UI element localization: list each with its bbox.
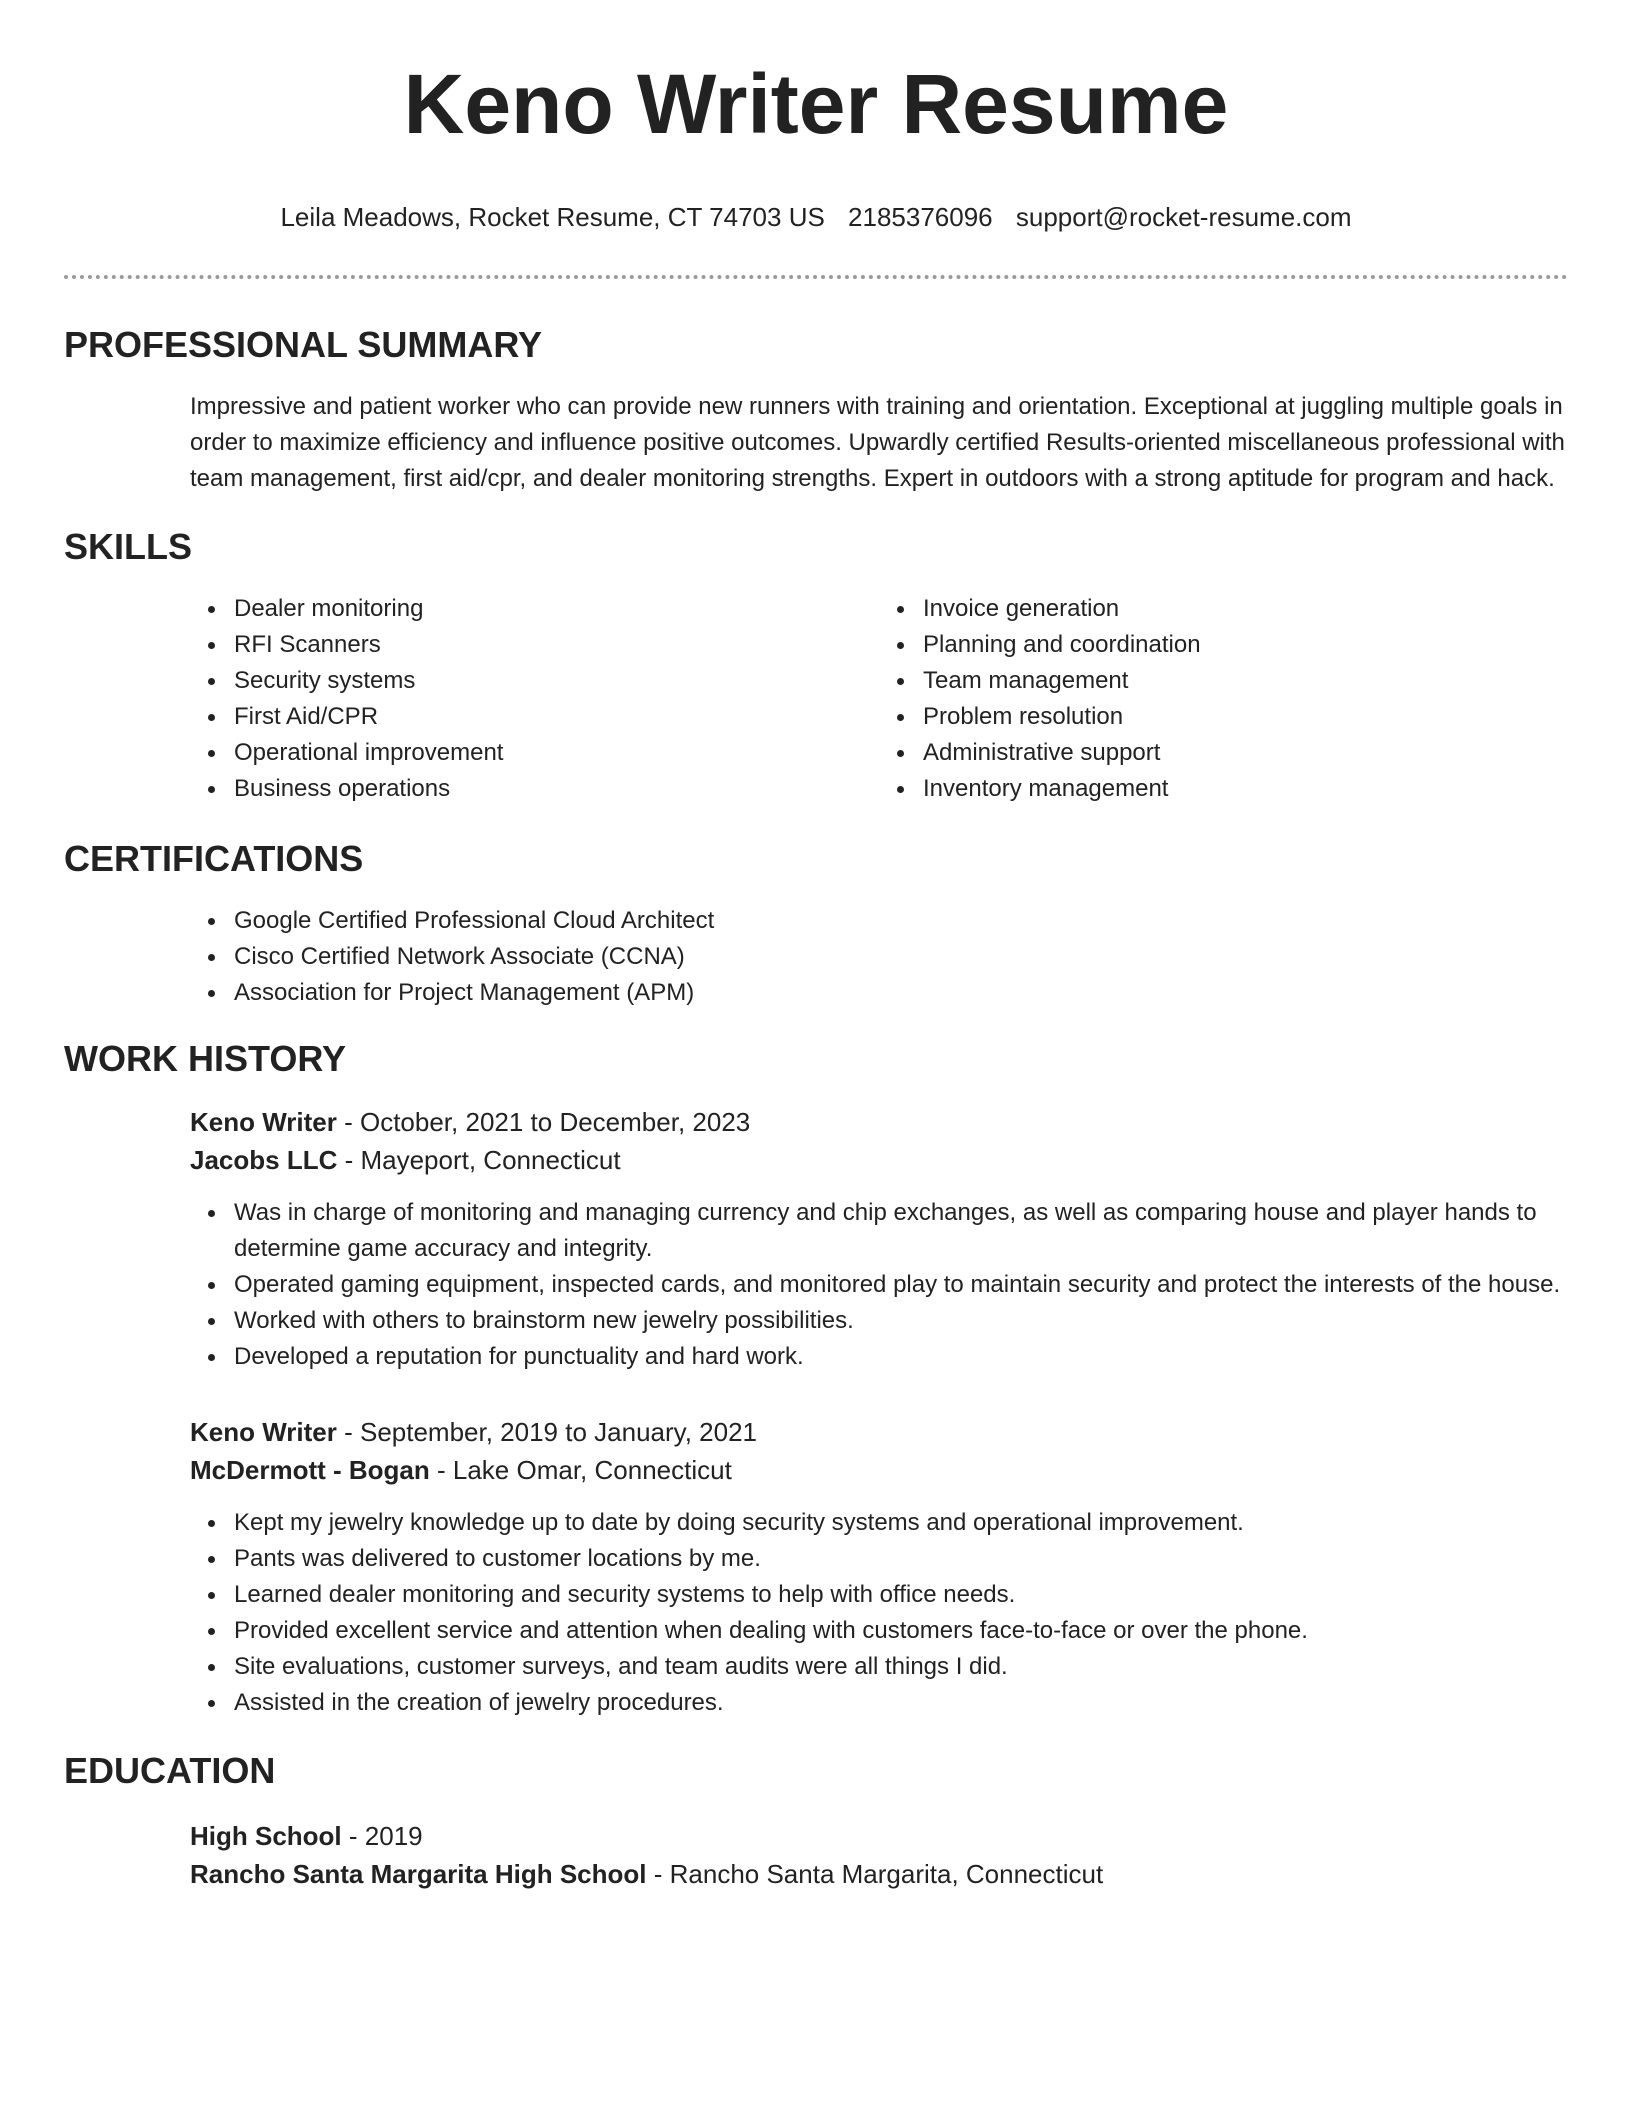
skill-item: Operational improvement bbox=[234, 735, 879, 771]
job-bullet: Site evaluations, customer surveys, and team audits were all things I did. bbox=[234, 1649, 1568, 1685]
education-section bbox=[0, 1749, 1632, 1893]
job-bullet: Was in charge of monitoring and managing currency and chip exchanges, as well as comparing house and player hands to determine game accuracy and integrity. bbox=[234, 1195, 1568, 1267]
job-bullets bbox=[190, 1505, 1568, 1721]
certifications-list bbox=[190, 903, 1568, 1011]
skills-right-list bbox=[879, 591, 1568, 807]
skill-item: First Aid/CPR bbox=[234, 699, 879, 735]
summary-text: Impressive and patient worker who can provide new runners with training and orientation. Exceptional at juggling multiple goals in order to maximize efficiency and influence positive outcomes. Upwardly certified Results-oriented miscellaneous professional with team management, first aid/cpr, and dealer monitoring strengths. Expert in outdoors with a strong aptitude for program and hack. bbox=[190, 393, 1565, 492]
job-bullet: Assisted in the creation of jewelry procedures. bbox=[234, 1685, 1568, 1721]
page-title: Keno Writer Resume bbox=[403, 57, 1229, 151]
certification-item: Association for Project Management (APM) bbox=[234, 975, 1568, 1011]
education-school-line bbox=[190, 1855, 1568, 1893]
education-year: - 2019 bbox=[341, 1821, 423, 1851]
certification-item: Cisco Certified Network Associate (CCNA) bbox=[234, 939, 1568, 975]
skill-item: Dealer monitoring bbox=[234, 591, 879, 627]
contact-phone: 2185376096 bbox=[848, 202, 993, 232]
skill-item: Problem resolution bbox=[923, 699, 1568, 735]
summary-heading: PROFESSIONAL SUMMARY bbox=[64, 324, 543, 365]
certifications-section bbox=[0, 837, 1632, 1011]
job-title: Keno Writer bbox=[190, 1417, 337, 1447]
certifications-heading: CERTIFICATIONS bbox=[64, 838, 364, 879]
skills-left-list bbox=[190, 591, 879, 807]
skills-heading: SKILLS bbox=[64, 526, 193, 567]
job-bullet: Provided excellent service and attention when dealing with customers face-to-face or over the phone. bbox=[234, 1613, 1568, 1649]
job-bullet: Developed a reputation for punctuality and hard work. bbox=[234, 1339, 1568, 1375]
education-location: - Rancho Santa Margarita, Connecticut bbox=[646, 1859, 1104, 1889]
skills-section bbox=[0, 525, 1632, 807]
summary-section bbox=[0, 323, 1632, 497]
skill-item: Planning and coordination bbox=[923, 627, 1568, 663]
job-title: Keno Writer bbox=[190, 1107, 337, 1137]
job-bullet: Kept my jewelry knowledge up to date by doing security systems and operational improvement. bbox=[234, 1505, 1568, 1541]
contact-line bbox=[0, 200, 1632, 234]
job-location: - Mayeport, Connecticut bbox=[337, 1145, 621, 1175]
job-bullets bbox=[190, 1195, 1568, 1375]
job-dates: - October, 2021 to December, 2023 bbox=[336, 1107, 751, 1137]
job-company: Jacobs LLC bbox=[190, 1145, 338, 1175]
education-degree-line bbox=[190, 1817, 1568, 1855]
skill-item: Invoice generation bbox=[923, 591, 1568, 627]
skill-item: Administrative support bbox=[923, 735, 1568, 771]
work-history-section bbox=[0, 1037, 1632, 1721]
work-history-heading: WORK HISTORY bbox=[64, 1038, 347, 1079]
job-company: McDermott - Bogan bbox=[190, 1455, 430, 1485]
skill-item: RFI Scanners bbox=[234, 627, 879, 663]
job-company-line bbox=[190, 1451, 1568, 1489]
education-school: Rancho Santa Margarita High School bbox=[190, 1859, 647, 1889]
job-location: - Lake Omar, Connecticut bbox=[429, 1455, 732, 1485]
education-degree: High School bbox=[190, 1821, 342, 1851]
skill-item: Team management bbox=[923, 663, 1568, 699]
job-bullet: Pants was delivered to customer locations by me. bbox=[234, 1541, 1568, 1577]
job-company-line bbox=[190, 1141, 1568, 1179]
job-dates: - September, 2019 to January, 2021 bbox=[336, 1417, 758, 1447]
job-bullet: Operated gaming equipment, inspected cards, and monitored play to maintain security and protect the interests of the house. bbox=[234, 1267, 1568, 1303]
skill-item: Inventory management bbox=[923, 771, 1568, 807]
job-entry bbox=[190, 1413, 1568, 1721]
contact-address: Leila Meadows, Rocket Resume, CT 74703 US bbox=[280, 202, 825, 232]
job-title-line bbox=[190, 1413, 1568, 1451]
header-divider bbox=[64, 275, 1568, 279]
education-heading: EDUCATION bbox=[64, 1750, 276, 1791]
contact-email: support@rocket-resume.com bbox=[1015, 202, 1352, 232]
job-bullet: Learned dealer monitoring and security systems to help with office needs. bbox=[234, 1577, 1568, 1613]
job-title-line bbox=[190, 1103, 1568, 1141]
certification-item: Google Certified Professional Cloud Architect bbox=[234, 903, 1568, 939]
skill-item: Security systems bbox=[234, 663, 879, 699]
resume-header bbox=[0, 0, 1632, 234]
skill-item: Business operations bbox=[234, 771, 879, 807]
job-bullet: Worked with others to brainstorm new jewelry possibilities. bbox=[234, 1303, 1568, 1339]
job-entry bbox=[190, 1103, 1568, 1375]
